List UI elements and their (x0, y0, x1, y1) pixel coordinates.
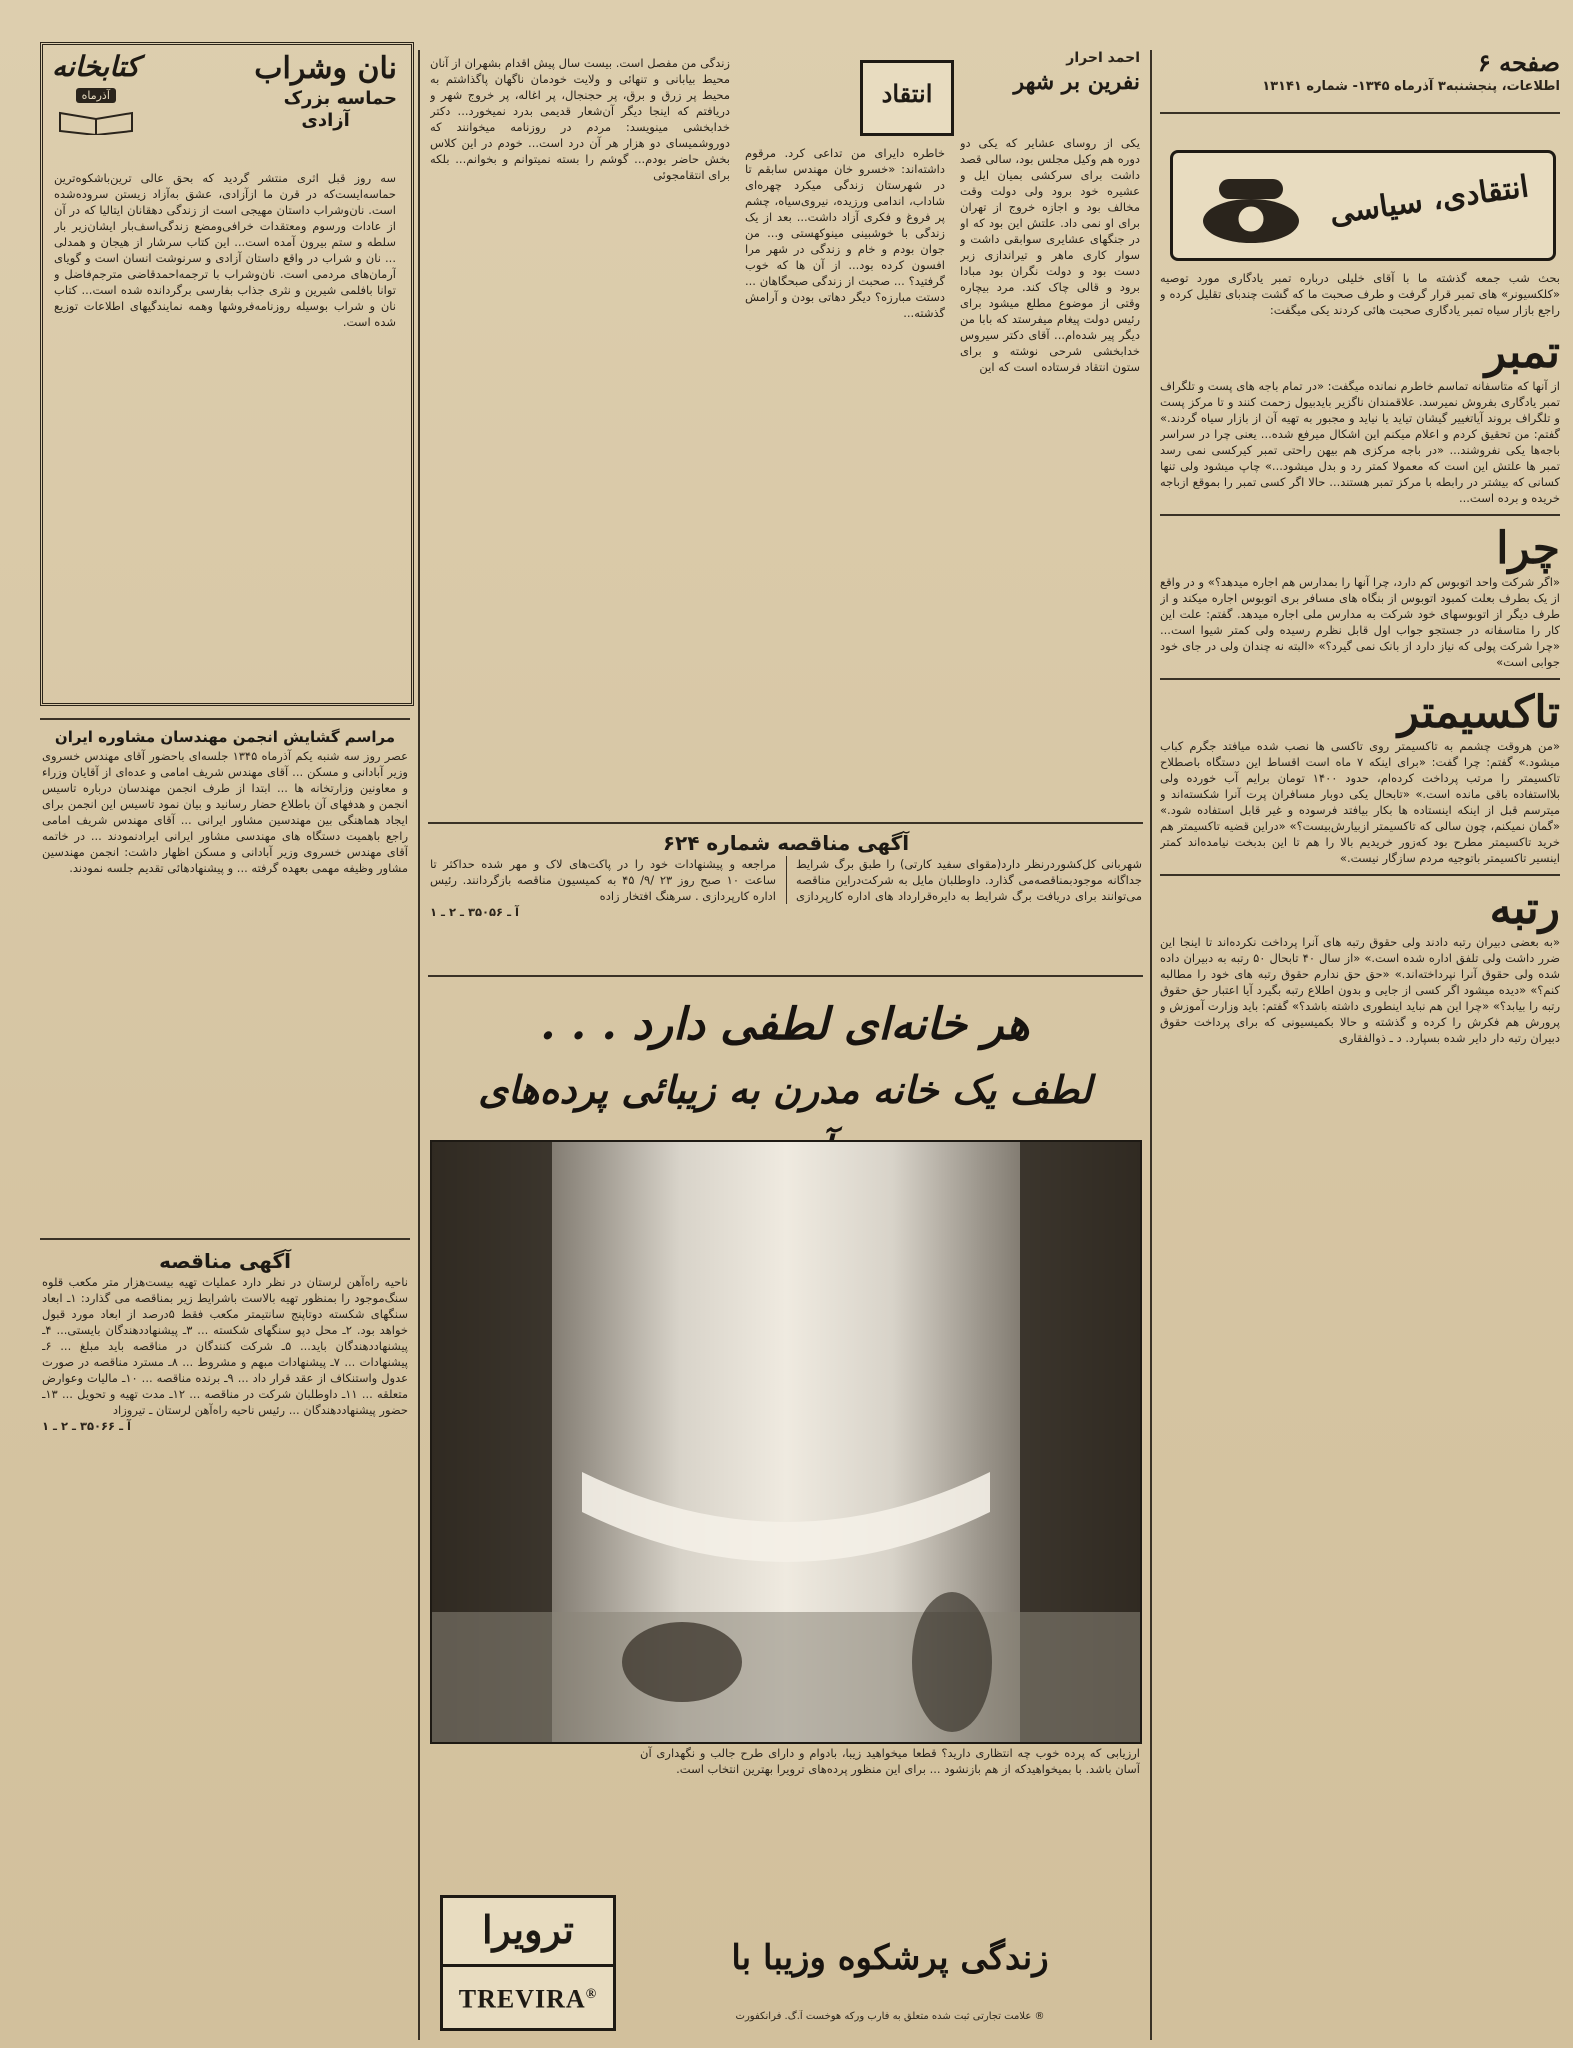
tender-left (42, 1248, 408, 2038)
trevira-logo-fa: ترویرا (443, 1898, 613, 1967)
books-text: سه روز قبل اثری منتشر گردید که بحق عالی ترین‌باشکوه‌ترین حماسه‌ایست‌که در قرن ما ازآزادی، عشق به‌آزاد زیستن سروده‌شده است. نان‌وشراب داستان مهیجی است از زندگی دهقانان ایتالیا که در آن از عادات ورسوم ومعتقدات خرافی‌ومضع زندگی‌اسف‌بار ایشان‌زیر بار سلطه و ستم بیرون آمده است... این کتاب سرشار از هیجان و همدلی ... نان و شراب در واقع داستان آزادی و سرنوشت انسان است و گویای آرمان‌های مردمی است. نان‌وشراب با ترجمه‌احمد‌قاضی مترجم‌فاضل و توانا بافلمی شیرین و نثری جذاب بفارسی برگردانده شده است... کتاب نان و شراب بوسیله روزنامه‌فروشها وهمه نمایندگیهای اطلاعات توزیع شده است. (54, 171, 396, 329)
section-text-stamp: از آنها که متاسفانه تماسم خاطرم نمانده میگفت: «در تمام باجه های پست و تلگراف تمبر یادگاری بفروش نمیرسد. علاقمندان ناگزیر بایدبیول زحمت کنند و تا مرکز پست و تلگراف بروند آیاتغییر گیشان تیاید یا نیاید و مجبور به تهیه آن از بازار سیاه گردند.» گفتم: من تحقیق کردم و اعلام میکنم این اشکال میرفع شده... یعنی چرا در سراسر باجه‌ها یکی نفروشند... «در باجه مرکزی هم بیهن راحتی تمبر کیرکسی نمی رسد تمبر ها علتش این است که معمولا کمتر رد و بدل میشود...» چاپ میشود ولی تنها کسانی که بیشتر در رابطه با مرکز تمبر هستند... حالا اگر کسی تمبر را بموقع ازباجه خریده و برده است... (1160, 379, 1560, 505)
critique-col-left (430, 55, 730, 815)
tender-left-text: ناحیه راه‌آهن لرستان در نظر دارد عملیات تهیه بیست‌هزار متر مکعب قلوه سنگ‌موجود را بمنظور تهیه بالاست باشرایط زیر بمناقصه می گذارد: ۱ـ ابعاد سنگهای شکسته دوتا‌پنج سانتیمتر مکعب فقط ۵درصد از ابعاد مورد قبول خواهد بود. ۲ـ محل دپو سنگهای شکسته ... ۳ـ پیشنهاددهندگان بایستی... ۴ـ پیشنهاددهندگان باید... ۵ـ شرکت کنندگان در مناقصه باید مبلغ ... ۶ـ پیشنهادات ... ۷ـ پیشنهادات مبهم و مشروط ... ۸ـ مسترد مناقصه در صورت عدول واستنکاف از عقد قرار داد ... ۹ـ برنده مناقصه ... ۱۰ـ مالیات وعوارض متعلقه ... ۱۱ـ داوطلبان شرکت در مناقصه ... ۱۲ـ مدت تهیه و تحویل ... ۱۳ـ حضور پیشنهاددهندگان ... رئیس ناحیه راه‌آهن لرستان ـ تیروزاد (42, 1275, 408, 1417)
column-rule (1150, 50, 1152, 2040)
right-column (1160, 270, 1560, 2040)
tender-center-text: شهربانی کل‌کشور‌درنظر دارد(مقوای سفید کارتی) را طبق برگ شرایط جداگانه موجودبمناقصه‌می گذارد. داوطلبان مایل به شرکت‌دراین مناقصه می‌توانند برای دریافت برگ شرایط به دایره‌قرارداد های اداره کارپردازی مراجعه و پیشنهادات خود را در پاکت‌های لاک و مهر شده حداکثر تا ساعت ۱۰ صبح روز ۲۳ /۹/ ۴۵ به کمیسیون مناقصه بازگردانند. رئیس اداره کارپردازی . سرهنگ افتخار زاده (430, 857, 1142, 903)
books-badge: آذرماه (76, 88, 116, 103)
section-title-rank: رتبه (1489, 883, 1560, 934)
issue-line: اطلاعات، پنجشنبه۳ آذرماه ۱۳۴۵- شماره ۱۳۱۴۱ (1262, 79, 1560, 94)
tender-center (430, 830, 1142, 970)
book-subtitle-1: حماسه بزرک (283, 88, 397, 109)
section-divider (1160, 874, 1560, 876)
engineers-top-rule (40, 718, 410, 720)
engineers-title: مراسم گشایش انجمن مهندسان مشاوره ایران (54, 728, 396, 746)
critique-col-mid (745, 145, 945, 815)
curtain-illustration (432, 1142, 1140, 1742)
trevira-logo-en: TREVIRA (458, 1984, 586, 2014)
page-number: صفحه ۶ (1477, 48, 1560, 77)
telephone-icon (1191, 161, 1311, 251)
section-divider (1160, 514, 1560, 516)
ad-slogan: زندگی پرشکوه وزیبا با (731, 1938, 1049, 1978)
section-taximeter (1160, 688, 1560, 866)
book-title: نان وشراب (254, 51, 397, 86)
right-intro: بحث شب جمعه گذشته ما با آقای خلیلی درباره تمبر یادگاری مورد توصیه «کلکسیونر» های تمبر قرار گرفت و طرف صحبت ما که گشت چندبای تقلیل کرده و راجع بازار سیاه تمبر یادگاری صحبت هائی کردند یکی میگفت: (1160, 271, 1560, 317)
section-divider (1160, 678, 1560, 680)
section-text-taximeter: «من هروقت چشمم به تاکسیمتر روی تاکسی ها نصب شده میافتد جگرم کباب میشود.» گفتم: چرا گفت: «برای اینکه ۷ ماه است اقساط این دستگاه باصطلاح تاکسیمتر را مرتب پرداخت کرده‌ام، حدود ۱۴۰۰ تومان برایم آب خورده ولی بلااستفاده باقی مانده است.» «تابحال یکی دوبار مسافران پرت آنرا شکسته‌اند و میترسم قبل از اینکه اینستاده ها بکار بیافتد فرسوده و غیر قابل استفاده شود.» «گمان نمیکنم، چون سالی که تاکسیمتر ازبیارش‌بیست؟» «دراین قضیه تاکسیمتر هم خرید تاکسیمتر مطرح بود که‌زور خریدیم بالا را هم تا این بدبخت نیامده‌اند کمتر اینسیر تاکسیمتر باتوجیه مردم سازگار نیست.» (1160, 739, 1560, 865)
tender-left-title: آگهی مناقصه (159, 1249, 291, 1273)
ad-caption-box (640, 1745, 1140, 1885)
section-text-rank: «به بعضی دبیران رتبه دادند ولی حقوق رتبه های آنرا پرداخت نکرده‌اند تا اینجا این ضرر داشت ولی تلفق اداره شده است.» «از سال ۴۰ تابحال ۵۰ رتبه به دبیران داده شده ولی حقوق آنرا نپرداخته‌اند.» «حق حق ندارم حقوق رتبه های خود را مطالبه کنم؟» «دیده میشود اگر کسی از جایی و بدون اطلاع رتبه بگیرد آیا اعتبار حق حقوق رتبه را بیابد؟» «چرا این هم نباید اینطوری داشته باشد؟» گفتم: باید وزارت آموزش و پرورش هم فکرش را کرده و گذشته و حالا بکمیسیونی که برای پرداخت حقوق دبیران رتبه دار دایر شده بسپارد. د ـ ذوالفقاری (1160, 935, 1560, 1045)
critique-text-mid: خاطره دایرای من تداعی کرد. مرقوم داشته‌اند: «خسرو خان مهندس سابقم تا در شهرستان زندگی میکرد چهره‌ای شاداب، اندامی ورزیده، نیروی‌سیاه، چشم پر فروغ و فکری آزاد داشت... بعد از یک زندگی با خوشبینی مینوکهستی و... من جوان بودم و خام و زندگی در شهر مرا افسون کرده بود... از آن ها که خوب گرفتید؟ ... صحبت از زندگی صبحگاهان ... دستت مبارزه؟ دیگر دهاتی بودن و آرامش گذشته... (745, 146, 945, 320)
engineers-article (42, 726, 408, 1236)
critique-text-right: یکی از روسای عشایر که یکی دو دوره هم وکیل مجلس بود، سالی قصد داشت برای سرکشی بمیان ایل و عشیره خود برود ولی دولت وقت مخالف بود و اجازه خروج از تهران برای او نمی داد. علتش این بود که او در جنگهای عشایری سوابقی داشت و سوار کاری ماهر و تیراندازی زبر دست بود و دولت نگران بود مبادا برود و قالی چاک کند. مرد بیچاره وقتی از موضوع مطلع میشود برای رئیس دولت پیغام میفرستد که بابا من دیگر پیر شده‌ام... آقای دکتر سیروس خدابخشی شرحی نوشته و برای ستون انتقاد فرستاده است که این (960, 136, 1140, 374)
ad-footnote: ® علامت تجارتی ثبت شده متعلق به فارب ورکه هوخست آ.گ. فرانکفورت (735, 2011, 1045, 2022)
book-subtitle-2: آزادی (301, 110, 350, 131)
trevira-logo (440, 1895, 616, 2031)
column-logo-text: انتقادی، سیاسی (1326, 169, 1531, 232)
tender-center-title: آگهی مناقصه شماره ۶۲۴ (662, 831, 910, 855)
section-stamp (1160, 328, 1560, 506)
critique-author: احمد احرار (1066, 50, 1140, 66)
critique-text-left: زندگی من مفصل است. بیست سال پیش اقدام بشهران از آنان محیط بیابانی و تنهائی و ولایت خودمان ناگهان پاگذاشتم به محیط پر زرق و برق، پر حجنجال، پر اغاله، پر خروج شهر و دریافتم که اینجا دیگر آن‌شعار قدیمی بدرد نمیخورد... دکتر خدابخشی مینویسد: مردم در روزنامه میخوانند که دوروشمیسای دو هزار هر آن درد است... خودم در این کلاس بخش حاضر بودم... گوشم را بسته نمیتوانم و بخوانم... بلکه برای انتقامجوئی (430, 56, 730, 182)
section-why (1160, 524, 1560, 670)
tender-left-top-rule (40, 1238, 410, 1240)
tender-left-footer: آ ـ ۳۵۰۶۶ ـ ۲ ـ ۱ (42, 1419, 131, 1433)
section-title-why: چرا (1496, 523, 1560, 574)
registered-mark: ® (585, 1987, 598, 2002)
page-header (1160, 48, 1560, 108)
ad-caption: ارزیابی که پرده خوب چه انتظاری دارید؟ قطعا میخواهید زیبا، بادوام و دارای طرح جالب و نگهداری آن آسان باشد. با بمیخواهیدکه از هم بازنشود ... برای این منظور پرده‌های ترویرا بهترین انتخاب است. (640, 1746, 1140, 1776)
critique-logo (860, 60, 954, 136)
books-column-title: کتابخانه (52, 50, 140, 83)
section-rank (1160, 884, 1560, 1046)
critique-col-right (960, 135, 1140, 815)
open-book-icon (56, 107, 136, 135)
ad-headline-2: لطف یک خانه مدرن به زیبائی پرده‌های (478, 1067, 1092, 1112)
header-rule (1160, 112, 1560, 114)
tender-center-footer: آ ـ ۳۵۰۵۶ ـ ۲ ـ ۱ (430, 905, 519, 919)
critique-title: نفرین بر شهر (1013, 69, 1140, 96)
ad-footnote-box (640, 2010, 1140, 2040)
section-title-taximeter: تاکسیمتر (1397, 687, 1560, 738)
section-title-stamp: تمبر (1484, 327, 1560, 378)
books-body (54, 170, 396, 690)
books-header (52, 50, 397, 170)
critique-logo-text: انتقاد (881, 79, 933, 108)
tender-center-bottom-rule (428, 975, 1143, 977)
ad-headline-1: هر خانه‌ای لطفی دارد . . . (540, 999, 1030, 1050)
column-logo (1170, 150, 1556, 261)
column-rule (418, 50, 420, 2040)
curtain-photo (430, 1140, 1142, 1744)
section-text-why: «اگر شرکت واحد اتوبوس کم دارد، چرا آنها را بمدارس هم اجاره میدهد؟» و در واقع از یک بطرف بعلت کمبود اتوبوس از بنگاه های مسافر بری اتوبوس اجاره میکند و از طرف دیگر از اتوبوسهای خود شرکت به مدارس ملی اجاره میدهد. گفتم: علت این کار را متاسفانه در جستجو جواب اول قابل نظرم رسیده ولی کمتر شیوا است... «چرا شرکت پولی که نیاز دارد از بانک نمی گیرد؟» «البته نه چندان ولی در جای خود جوابی است» (1160, 575, 1560, 669)
engineers-text: عصر روز سه شنبه یکم آذرماه ۱۳۴۵ جلسه‌ای باحضور آقای مهندس خسروی وزیر آبادانی و مسکن ... آقای مهندس شریف امامی و عده‌ای از آقایان وزراء و معاونین وزارتخانه ها ... ابتدا از طرف انجمن مهندسان درباره تاسیس انجمن و هدفهای آن باطلاع حضار رسانید و بیان نمود تاسیس این انجمن برای ایجاد هماهنگی بین مهندسین مشاور ایرانی ... آقای مهندس شریف امامی راجع باهمیت دستگاه های مهندسی مشاور ایرانی ایرادنمودند ... در خاتمه آقای مهندس خسروی وزیر آبادانی و مسکن اظهار داشت: انجمن مهندسین مشاور وظیفه مهمی بعهده گرفته ... و پیشنهادهائی تقدیم جلسه نمودند. (42, 749, 408, 875)
critique-bottom-rule (428, 822, 1143, 824)
